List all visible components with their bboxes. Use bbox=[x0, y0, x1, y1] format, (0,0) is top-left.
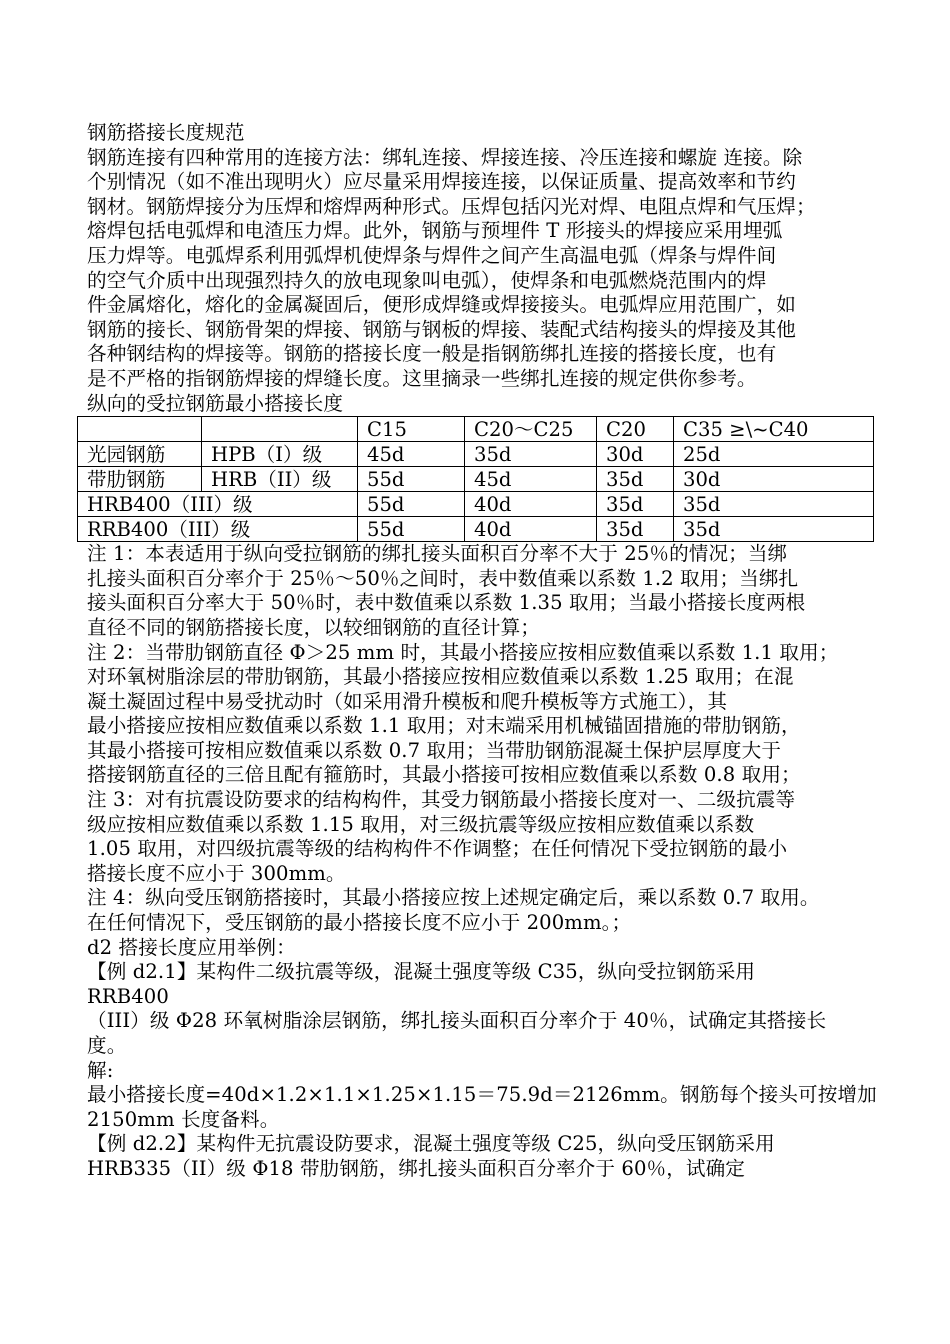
table-header-cell: C15 bbox=[358, 417, 465, 442]
table-row bbox=[78, 442, 874, 467]
table-cell: 40d bbox=[465, 517, 597, 542]
note-line: 其最小搭接可按相应数值乘以系数 0.7 取用；当带肋钢筋混凝土保护层厚度大于 bbox=[87, 738, 782, 762]
table-cell: RRB400（III）级 bbox=[78, 517, 358, 542]
table-cell: 35d bbox=[597, 517, 674, 542]
intro-line: 钢筋连接有四种常用的连接方法：绑轧连接、焊接连接、冷压连接和螺旋 连接。除 bbox=[87, 145, 803, 169]
table-cell: 40d bbox=[465, 492, 597, 517]
notes-section bbox=[87, 542, 877, 1181]
example-line: 【例 d2.2】某构件无抗震设防要求，混凝土强度等级 C25，纵向受压钢筋采用 bbox=[87, 1132, 775, 1156]
table-row bbox=[78, 517, 874, 542]
document-page bbox=[87, 121, 877, 1182]
intro-line: 个别情况（如不准出现明火）应尽量采用焊接连接，以保证质量、提高效率和节约 bbox=[87, 170, 796, 194]
intro-line: 件金属熔化，熔化的金属凝固后，便形成焊缝或焊接接头。电弧焊应用范围广，如 bbox=[87, 293, 796, 317]
example-line: 【例 d2.1】某构件二级抗震等级，混凝土强度等级 C35，纵向受拉钢筋采用 bbox=[87, 960, 756, 984]
table-cell: 光园钢筋 bbox=[78, 442, 202, 467]
table-header-cell bbox=[78, 417, 202, 442]
note-line: 对环氧树脂涂层的带肋钢筋，其最小搭接应按相应数值乘以系数 1.25 取用；在混 bbox=[87, 665, 794, 689]
example-line: 度。 bbox=[87, 1034, 127, 1057]
note-line: 直径不同的钢筋搭接长度，以较细钢筋的直径计算； bbox=[87, 615, 540, 639]
table-cell: 35d bbox=[597, 467, 674, 492]
table-row bbox=[78, 467, 874, 492]
note-line: 扎接头面积百分率介于 25％～50％之间时，表中数值乘以系数 1.2 取用；当绑扎 bbox=[87, 566, 799, 590]
note-line: 1.05 取用，对四级抗震等级的结构构件不作调整；在任何情况下受拉钢筋的最小 bbox=[87, 837, 788, 861]
intro-line: 压力焊等。电弧焊系利用弧焊机使焊条与焊件之间产生高温电弧（焊条与焊件间 bbox=[87, 243, 777, 267]
table-cell: 35d bbox=[597, 492, 674, 517]
table-cell: 35d bbox=[465, 442, 597, 467]
example-heading: d2 搭接长度应用举例： bbox=[87, 935, 296, 959]
table-cell: HPB（I）级 bbox=[202, 442, 358, 467]
note-line: 级应按相应数值乘以系数 1.15 取用，对三级抗震等级应按相应数值乘以系数 bbox=[87, 812, 755, 836]
table-header-cell: C20 bbox=[597, 417, 674, 442]
document-title: 钢筋搭接长度规范 bbox=[87, 121, 245, 144]
table-cell: 30d bbox=[597, 442, 674, 467]
table-cell: HRB（II）级 bbox=[202, 467, 358, 492]
example-line: HRB335（II）级 Φ18 带肋钢筋，绑扎接头面积百分率介于 60％，试确定 bbox=[87, 1156, 745, 1180]
table-header-row bbox=[78, 417, 874, 442]
table-cell: 30d bbox=[674, 467, 874, 492]
lap-length-table bbox=[77, 416, 874, 542]
example-line: 2150mm 长度备料。 bbox=[87, 1107, 280, 1131]
table-caption: 纵向的受拉钢筋最小搭接长度 bbox=[87, 391, 344, 415]
table-header-cell: C35 ≥\~C40 bbox=[674, 417, 874, 442]
example-line: （III）级 Φ28 环氧树脂涂层钢筋，绑扎接头面积百分率介于 40％，试确定其搭接长 bbox=[87, 1009, 827, 1033]
example-line: 最小搭接长度=40d×1.2×1.1×1.25×1.15＝75.9d＝2126mm。钢筋每个接头可按增加 bbox=[87, 1083, 877, 1107]
table-cell: 带肋钢筋 bbox=[78, 467, 202, 492]
table-cell: 55d bbox=[358, 492, 465, 517]
note-line: 注 4：纵向受压钢筋搭接时，其最小搭接应按上述规定确定后，乘以系数 0.7 取用。 bbox=[87, 886, 820, 910]
table-header-cell bbox=[202, 417, 358, 442]
table-row bbox=[78, 492, 874, 517]
note-line: 凝土凝固过程中易受扰动时（如采用滑升模板和爬升模板等方式施工），其 bbox=[87, 689, 728, 713]
intro-line: 熔焊包括电弧焊和电渣压力焊。此外，钢筋与预埋件 T 形接头的焊接应采用埋弧 bbox=[87, 219, 783, 243]
note-line: 接头面积百分率大于 50％时，表中数值乘以系数 1.35 取用；当最小搭接长度两根 bbox=[87, 591, 806, 615]
note-line: 在任何情况下，受压钢筋的最小搭接长度不应小于 200mm。； bbox=[87, 911, 632, 935]
intro-line: 各种钢结构的焊接等。钢筋的搭接长度一般是指钢筋绑扎连接的搭接长度，也有 bbox=[87, 342, 777, 366]
table-cell: 25d bbox=[674, 442, 874, 467]
table-cell: HRB400（III）级 bbox=[78, 492, 358, 517]
example-line: RRB400 bbox=[87, 984, 169, 1008]
intro-line: 是不严格的指钢筋焊接的焊缝长度。这里摘录一些绑扎连接的规定供你参考。 bbox=[87, 366, 757, 390]
solution-label: 解: bbox=[87, 1058, 114, 1082]
table-cell: 45d bbox=[358, 442, 465, 467]
note-line: 最小搭接应按相应数值乘以系数 1.1 取用；对末端采用机械锚固措施的带肋钢筋， bbox=[87, 714, 801, 738]
note-line: 搭接钢筋直径的三倍且配有箍筋时，其最小搭接可按相应数值乘以系数 0.8 取用； bbox=[87, 763, 801, 787]
intro-line: 的空气介质中出现强烈持久的放电现象叫电弧），使焊条和电弧燃烧范围内的焊 bbox=[87, 268, 767, 292]
table-cell: 35d bbox=[674, 517, 874, 542]
note-line: 注 3：对有抗震设防要求的结构构件，其受力钢筋最小搭接长度对一、二级抗震等 bbox=[87, 788, 796, 812]
note-line: 注 2：当带肋钢筋直径 Φ＞25 mm 时，其最小搭接应按相应数值乘以系数 1.1 取用； bbox=[87, 640, 839, 664]
note-line: 搭接长度不应小于 300mm。 bbox=[87, 861, 346, 885]
intro-line: 钢材。钢筋焊接分为压焊和熔焊两种形式。压焊包括闪光对焊、电阻点焊和气压焊； bbox=[87, 194, 816, 218]
table-cell: 35d bbox=[674, 492, 874, 517]
table-header-cell: C20～C25 bbox=[465, 417, 597, 442]
note-line: 注 1：本表适用于纵向受拉钢筋的绑扎接头面积百分率不大于 25％的情况；当绑 bbox=[87, 542, 788, 566]
table-cell: 55d bbox=[358, 517, 465, 542]
intro-line: 钢筋的接长、钢筋骨架的焊接、钢筋与钢板的焊接、装配式结构接头的焊接及其他 bbox=[87, 317, 796, 341]
table-cell: 55d bbox=[358, 467, 465, 492]
intro-paragraph bbox=[87, 146, 877, 392]
table-cell: 45d bbox=[465, 467, 597, 492]
